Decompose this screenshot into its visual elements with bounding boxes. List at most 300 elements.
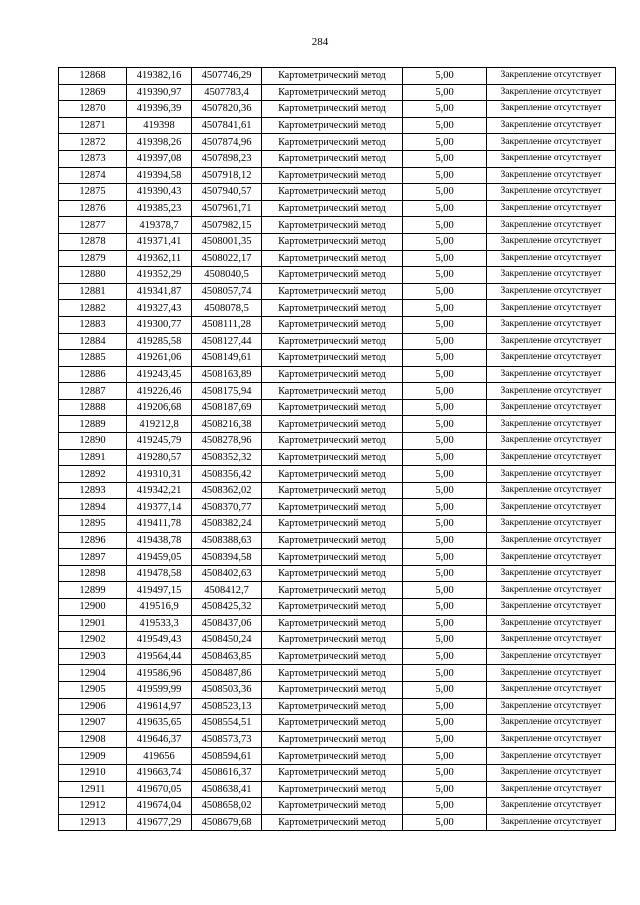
table-row — [59, 499, 616, 516]
x-coordinate-cell: 419656 — [127, 748, 192, 765]
table-row — [59, 134, 616, 151]
y-coordinate-cell: 4507820,36 — [192, 101, 262, 118]
x-coordinate-cell: 419497,15 — [127, 582, 192, 599]
point-number-cell: 12878 — [59, 233, 127, 250]
x-coordinate-cell: 419385,23 — [127, 200, 192, 217]
method-cell: Картометрический метод — [262, 283, 403, 300]
point-number-cell: 12907 — [59, 715, 127, 732]
y-coordinate-cell: 4508278,96 — [192, 433, 262, 450]
table-row — [59, 731, 616, 748]
method-cell: Картометрический метод — [262, 333, 403, 350]
x-coordinate-cell: 419549,43 — [127, 632, 192, 649]
fixation-cell: Закрепление отсутствует — [487, 68, 616, 85]
x-coordinate-cell: 419206,68 — [127, 399, 192, 416]
y-coordinate-cell: 4508111,28 — [192, 316, 262, 333]
y-coordinate-cell: 4508394,58 — [192, 549, 262, 566]
y-coordinate-cell: 4508149,61 — [192, 350, 262, 367]
table-row — [59, 300, 616, 317]
accuracy-cell: 5,00 — [403, 416, 487, 433]
accuracy-cell: 5,00 — [403, 499, 487, 516]
table-row — [59, 117, 616, 134]
point-number-cell: 12910 — [59, 764, 127, 781]
method-cell: Картометрический метод — [262, 416, 403, 433]
accuracy-cell: 5,00 — [403, 399, 487, 416]
accuracy-cell: 5,00 — [403, 267, 487, 284]
accuracy-cell: 5,00 — [403, 333, 487, 350]
method-cell: Картометрический метод — [262, 565, 403, 582]
accuracy-cell: 5,00 — [403, 134, 487, 151]
x-coordinate-cell: 419438,78 — [127, 532, 192, 549]
x-coordinate-cell: 419599,99 — [127, 681, 192, 698]
x-coordinate-cell: 419362,11 — [127, 250, 192, 267]
fixation-cell: Закрепление отсутствует — [487, 416, 616, 433]
y-coordinate-cell: 4508412,7 — [192, 582, 262, 599]
point-number-cell: 12901 — [59, 615, 127, 632]
point-number-cell: 12889 — [59, 416, 127, 433]
accuracy-cell: 5,00 — [403, 200, 487, 217]
x-coordinate-cell: 419352,29 — [127, 267, 192, 284]
table-row — [59, 101, 616, 118]
point-number-cell: 12882 — [59, 300, 127, 317]
accuracy-cell: 5,00 — [403, 482, 487, 499]
fixation-cell: Закрепление отсутствует — [487, 184, 616, 201]
point-number-cell: 12897 — [59, 549, 127, 566]
method-cell: Картометрический метод — [262, 582, 403, 599]
x-coordinate-cell: 419371,41 — [127, 233, 192, 250]
y-coordinate-cell: 4507961,71 — [192, 200, 262, 217]
fixation-cell: Закрепление отсутствует — [487, 715, 616, 732]
fixation-cell: Закрепление отсутствует — [487, 300, 616, 317]
accuracy-cell: 5,00 — [403, 582, 487, 599]
method-cell: Картометрический метод — [262, 615, 403, 632]
y-coordinate-cell: 4508356,42 — [192, 466, 262, 483]
x-coordinate-cell: 419212,8 — [127, 416, 192, 433]
accuracy-cell: 5,00 — [403, 350, 487, 367]
accuracy-cell: 5,00 — [403, 731, 487, 748]
x-coordinate-cell: 419377,14 — [127, 499, 192, 516]
method-cell: Картометрический метод — [262, 316, 403, 333]
y-coordinate-cell: 4508057,74 — [192, 283, 262, 300]
accuracy-cell: 5,00 — [403, 283, 487, 300]
accuracy-cell: 5,00 — [403, 599, 487, 616]
fixation-cell: Закрепление отсутствует — [487, 283, 616, 300]
point-number-cell: 12900 — [59, 599, 127, 616]
method-cell: Картометрический метод — [262, 532, 403, 549]
accuracy-cell: 5,00 — [403, 383, 487, 400]
point-number-cell: 12891 — [59, 449, 127, 466]
method-cell: Картометрический метод — [262, 399, 403, 416]
fixation-cell: Закрепление отсутствует — [487, 781, 616, 798]
y-coordinate-cell: 4508594,61 — [192, 748, 262, 765]
y-coordinate-cell: 4508362,02 — [192, 482, 262, 499]
y-coordinate-cell: 4508163,89 — [192, 366, 262, 383]
x-coordinate-cell: 419341,87 — [127, 283, 192, 300]
x-coordinate-cell: 419390,43 — [127, 184, 192, 201]
table-row — [59, 764, 616, 781]
fixation-cell: Закрепление отсутствует — [487, 648, 616, 665]
point-number-cell: 12886 — [59, 366, 127, 383]
y-coordinate-cell: 4508001,35 — [192, 233, 262, 250]
fixation-cell: Закрепление отсутствует — [487, 764, 616, 781]
point-number-cell: 12884 — [59, 333, 127, 350]
accuracy-cell: 5,00 — [403, 814, 487, 831]
accuracy-cell: 5,00 — [403, 532, 487, 549]
fixation-cell: Закрепление отсутствует — [487, 333, 616, 350]
fixation-cell: Закрепление отсутствует — [487, 516, 616, 533]
accuracy-cell: 5,00 — [403, 798, 487, 815]
point-number-cell: 12892 — [59, 466, 127, 483]
y-coordinate-cell: 4507982,15 — [192, 217, 262, 234]
method-cell: Картометрический метод — [262, 184, 403, 201]
table-row — [59, 333, 616, 350]
accuracy-cell: 5,00 — [403, 217, 487, 234]
accuracy-cell: 5,00 — [403, 648, 487, 665]
fixation-cell: Закрепление отсутствует — [487, 383, 616, 400]
y-coordinate-cell: 4508388,63 — [192, 532, 262, 549]
x-coordinate-cell: 419564,44 — [127, 648, 192, 665]
x-coordinate-cell: 419670,05 — [127, 781, 192, 798]
table-row — [59, 399, 616, 416]
fixation-cell: Закрепление отсутствует — [487, 117, 616, 134]
y-coordinate-cell: 4508402,63 — [192, 565, 262, 582]
y-coordinate-cell: 4507918,12 — [192, 167, 262, 184]
accuracy-cell: 5,00 — [403, 516, 487, 533]
y-coordinate-cell: 4508616,37 — [192, 764, 262, 781]
fixation-cell: Закрепление отсутствует — [487, 731, 616, 748]
fixation-cell: Закрепление отсутствует — [487, 565, 616, 582]
accuracy-cell: 5,00 — [403, 101, 487, 118]
x-coordinate-cell: 419390,97 — [127, 84, 192, 101]
fixation-cell: Закрепление отсутствует — [487, 532, 616, 549]
method-cell: Картометрический метод — [262, 632, 403, 649]
y-coordinate-cell: 4508679,68 — [192, 814, 262, 831]
point-number-cell: 12893 — [59, 482, 127, 499]
point-number-cell: 12895 — [59, 516, 127, 533]
y-coordinate-cell: 4507874,96 — [192, 134, 262, 151]
point-number-cell: 12871 — [59, 117, 127, 134]
fixation-cell: Закрепление отсутствует — [487, 466, 616, 483]
y-coordinate-cell: 4508370,77 — [192, 499, 262, 516]
table-row — [59, 416, 616, 433]
method-cell: Картометрический метод — [262, 482, 403, 499]
accuracy-cell: 5,00 — [403, 84, 487, 101]
accuracy-cell: 5,00 — [403, 449, 487, 466]
table-row — [59, 316, 616, 333]
x-coordinate-cell: 419614,97 — [127, 698, 192, 715]
x-coordinate-cell: 419245,79 — [127, 433, 192, 450]
method-cell: Картометрический метод — [262, 433, 403, 450]
point-number-cell: 12872 — [59, 134, 127, 151]
table-row — [59, 84, 616, 101]
method-cell: Картометрический метод — [262, 665, 403, 682]
point-number-cell: 12909 — [59, 748, 127, 765]
y-coordinate-cell: 4507940,57 — [192, 184, 262, 201]
fixation-cell: Закрепление отсутствует — [487, 814, 616, 831]
method-cell: Картометрический метод — [262, 698, 403, 715]
table-row — [59, 150, 616, 167]
method-cell: Картометрический метод — [262, 350, 403, 367]
x-coordinate-cell: 419261,06 — [127, 350, 192, 367]
table-row — [59, 549, 616, 566]
fixation-cell: Закрепление отсутствует — [487, 217, 616, 234]
fixation-cell: Закрепление отсутствует — [487, 150, 616, 167]
fixation-cell: Закрепление отсутствует — [487, 599, 616, 616]
fixation-cell: Закрепление отсутствует — [487, 449, 616, 466]
x-coordinate-cell: 419459,05 — [127, 549, 192, 566]
x-coordinate-cell: 419674,04 — [127, 798, 192, 815]
method-cell: Картометрический метод — [262, 798, 403, 815]
point-number-cell: 12894 — [59, 499, 127, 516]
accuracy-cell: 5,00 — [403, 781, 487, 798]
fixation-cell: Закрепление отсутствует — [487, 632, 616, 649]
x-coordinate-cell: 419327,43 — [127, 300, 192, 317]
method-cell: Картометрический метод — [262, 267, 403, 284]
method-cell: Картометрический метод — [262, 814, 403, 831]
table-row — [59, 698, 616, 715]
point-number-cell: 12880 — [59, 267, 127, 284]
y-coordinate-cell: 4508352,32 — [192, 449, 262, 466]
point-number-cell: 12887 — [59, 383, 127, 400]
accuracy-cell: 5,00 — [403, 150, 487, 167]
table-row — [59, 798, 616, 815]
x-coordinate-cell: 419478,58 — [127, 565, 192, 582]
x-coordinate-cell: 419677,29 — [127, 814, 192, 831]
coordinates-table — [58, 67, 616, 831]
fixation-cell: Закрепление отсутствует — [487, 200, 616, 217]
y-coordinate-cell: 4508437,06 — [192, 615, 262, 632]
method-cell: Картометрический метод — [262, 748, 403, 765]
fixation-cell: Закрепление отсутствует — [487, 433, 616, 450]
fixation-cell: Закрепление отсутствует — [487, 84, 616, 101]
point-number-cell: 12883 — [59, 316, 127, 333]
y-coordinate-cell: 4508450,24 — [192, 632, 262, 649]
x-coordinate-cell: 419310,31 — [127, 466, 192, 483]
x-coordinate-cell: 419300,77 — [127, 316, 192, 333]
point-number-cell: 12908 — [59, 731, 127, 748]
accuracy-cell: 5,00 — [403, 748, 487, 765]
accuracy-cell: 5,00 — [403, 681, 487, 698]
fixation-cell: Закрепление отсутствует — [487, 499, 616, 516]
table-row — [59, 184, 616, 201]
table-row — [59, 217, 616, 234]
x-coordinate-cell: 419663,74 — [127, 764, 192, 781]
y-coordinate-cell: 4508658,02 — [192, 798, 262, 815]
point-number-cell: 12911 — [59, 781, 127, 798]
y-coordinate-cell: 4508382,24 — [192, 516, 262, 533]
x-coordinate-cell: 419280,57 — [127, 449, 192, 466]
fixation-cell: Закрепление отсутствует — [487, 549, 616, 566]
point-number-cell: 12912 — [59, 798, 127, 815]
table-row — [59, 267, 616, 284]
accuracy-cell: 5,00 — [403, 549, 487, 566]
point-number-cell: 12870 — [59, 101, 127, 118]
y-coordinate-cell: 4508638,41 — [192, 781, 262, 798]
x-coordinate-cell: 419586,96 — [127, 665, 192, 682]
x-coordinate-cell: 419396,39 — [127, 101, 192, 118]
table-row — [59, 449, 616, 466]
accuracy-cell: 5,00 — [403, 68, 487, 85]
point-number-cell: 12876 — [59, 200, 127, 217]
method-cell: Картометрический метод — [262, 449, 403, 466]
accuracy-cell: 5,00 — [403, 233, 487, 250]
method-cell: Картометрический метод — [262, 499, 403, 516]
x-coordinate-cell: 419398,26 — [127, 134, 192, 151]
accuracy-cell: 5,00 — [403, 250, 487, 267]
method-cell: Картометрический метод — [262, 300, 403, 317]
accuracy-cell: 5,00 — [403, 565, 487, 582]
x-coordinate-cell: 419646,37 — [127, 731, 192, 748]
y-coordinate-cell: 4508463,85 — [192, 648, 262, 665]
method-cell: Картометрический метод — [262, 134, 403, 151]
y-coordinate-cell: 4508487,86 — [192, 665, 262, 682]
table-row — [59, 532, 616, 549]
y-coordinate-cell: 4508187,69 — [192, 399, 262, 416]
point-number-cell: 12875 — [59, 184, 127, 201]
table-row — [59, 350, 616, 367]
table-row — [59, 781, 616, 798]
table-row — [59, 599, 616, 616]
point-number-cell: 12898 — [59, 565, 127, 582]
point-number-cell: 12905 — [59, 681, 127, 698]
method-cell: Картометрический метод — [262, 150, 403, 167]
fixation-cell: Закрепление отсутствует — [487, 748, 616, 765]
point-number-cell: 12902 — [59, 632, 127, 649]
table-row — [59, 681, 616, 698]
method-cell: Картометрический метод — [262, 781, 403, 798]
point-number-cell: 12881 — [59, 283, 127, 300]
method-cell: Картометрический метод — [262, 731, 403, 748]
page-number: 284 — [311, 36, 329, 48]
y-coordinate-cell: 4508040,5 — [192, 267, 262, 284]
method-cell: Картометрический метод — [262, 366, 403, 383]
table-row — [59, 648, 616, 665]
y-coordinate-cell: 4507898,23 — [192, 150, 262, 167]
coordinates-table-body — [59, 68, 616, 831]
fixation-cell: Закрепление отсутствует — [487, 233, 616, 250]
fixation-cell: Закрепление отсутствует — [487, 399, 616, 416]
fixation-cell: Закрепление отсутствует — [487, 698, 616, 715]
method-cell: Картометрический метод — [262, 648, 403, 665]
point-number-cell: 12877 — [59, 217, 127, 234]
table-row — [59, 482, 616, 499]
fixation-cell: Закрепление отсутствует — [487, 134, 616, 151]
method-cell: Картометрический метод — [262, 250, 403, 267]
point-number-cell: 12890 — [59, 433, 127, 450]
point-number-cell: 12874 — [59, 167, 127, 184]
x-coordinate-cell: 419398 — [127, 117, 192, 134]
fixation-cell: Закрепление отсутствует — [487, 101, 616, 118]
x-coordinate-cell: 419533,3 — [127, 615, 192, 632]
y-coordinate-cell: 4507746,29 — [192, 68, 262, 85]
table-row — [59, 615, 616, 632]
table-row — [59, 632, 616, 649]
fixation-cell: Закрепление отсутствует — [487, 665, 616, 682]
x-coordinate-cell: 419394,58 — [127, 167, 192, 184]
fixation-cell: Закрепление отсутствует — [487, 250, 616, 267]
accuracy-cell: 5,00 — [403, 117, 487, 134]
y-coordinate-cell: 4507783,4 — [192, 84, 262, 101]
point-number-cell: 12899 — [59, 582, 127, 599]
x-coordinate-cell: 419226,46 — [127, 383, 192, 400]
accuracy-cell: 5,00 — [403, 316, 487, 333]
fixation-cell: Закрепление отсутствует — [487, 350, 616, 367]
point-number-cell: 12906 — [59, 698, 127, 715]
x-coordinate-cell: 419285,58 — [127, 333, 192, 350]
x-coordinate-cell: 419342,21 — [127, 482, 192, 499]
accuracy-cell: 5,00 — [403, 300, 487, 317]
accuracy-cell: 5,00 — [403, 698, 487, 715]
table-row — [59, 516, 616, 533]
table-row — [59, 582, 616, 599]
method-cell: Картометрический метод — [262, 383, 403, 400]
table-row — [59, 565, 616, 582]
method-cell: Картометрический метод — [262, 167, 403, 184]
x-coordinate-cell: 419382,16 — [127, 68, 192, 85]
fixation-cell: Закрепление отсутствует — [487, 267, 616, 284]
x-coordinate-cell: 419243,45 — [127, 366, 192, 383]
method-cell: Картометрический метод — [262, 68, 403, 85]
accuracy-cell: 5,00 — [403, 615, 487, 632]
fixation-cell: Закрепление отсутствует — [487, 482, 616, 499]
method-cell: Картометрический метод — [262, 466, 403, 483]
y-coordinate-cell: 4507841,61 — [192, 117, 262, 134]
fixation-cell: Закрепление отсутствует — [487, 615, 616, 632]
y-coordinate-cell: 4508175,94 — [192, 383, 262, 400]
point-number-cell: 12913 — [59, 814, 127, 831]
table-row — [59, 68, 616, 85]
method-cell: Картометрический метод — [262, 599, 403, 616]
point-number-cell: 12873 — [59, 150, 127, 167]
fixation-cell: Закрепление отсутствует — [487, 681, 616, 698]
method-cell: Картометрический метод — [262, 101, 403, 118]
table-row — [59, 433, 616, 450]
method-cell: Картометрический метод — [262, 217, 403, 234]
y-coordinate-cell: 4508216,38 — [192, 416, 262, 433]
point-number-cell: 12885 — [59, 350, 127, 367]
accuracy-cell: 5,00 — [403, 433, 487, 450]
accuracy-cell: 5,00 — [403, 632, 487, 649]
y-coordinate-cell: 4508523,13 — [192, 698, 262, 715]
point-number-cell: 12904 — [59, 665, 127, 682]
point-number-cell: 12888 — [59, 399, 127, 416]
point-number-cell: 12879 — [59, 250, 127, 267]
method-cell: Картометрический метод — [262, 715, 403, 732]
y-coordinate-cell: 4508127,44 — [192, 333, 262, 350]
fixation-cell: Закрепление отсутствует — [487, 167, 616, 184]
table-row — [59, 715, 616, 732]
fixation-cell: Закрепление отсутствует — [487, 582, 616, 599]
y-coordinate-cell: 4508573,73 — [192, 731, 262, 748]
accuracy-cell: 5,00 — [403, 665, 487, 682]
fixation-cell: Закрепление отсутствует — [487, 316, 616, 333]
accuracy-cell: 5,00 — [403, 764, 487, 781]
table-row — [59, 233, 616, 250]
y-coordinate-cell: 4508425,32 — [192, 599, 262, 616]
x-coordinate-cell: 419635,65 — [127, 715, 192, 732]
method-cell: Картометрический метод — [262, 84, 403, 101]
fixation-cell: Закрепление отсутствует — [487, 798, 616, 815]
method-cell: Картометрический метод — [262, 516, 403, 533]
table-row — [59, 200, 616, 217]
table-row — [59, 466, 616, 483]
method-cell: Картометрический метод — [262, 200, 403, 217]
table-row — [59, 665, 616, 682]
table-row — [59, 250, 616, 267]
method-cell: Картометрический метод — [262, 549, 403, 566]
accuracy-cell: 5,00 — [403, 184, 487, 201]
method-cell: Картометрический метод — [262, 681, 403, 698]
accuracy-cell: 5,00 — [403, 366, 487, 383]
